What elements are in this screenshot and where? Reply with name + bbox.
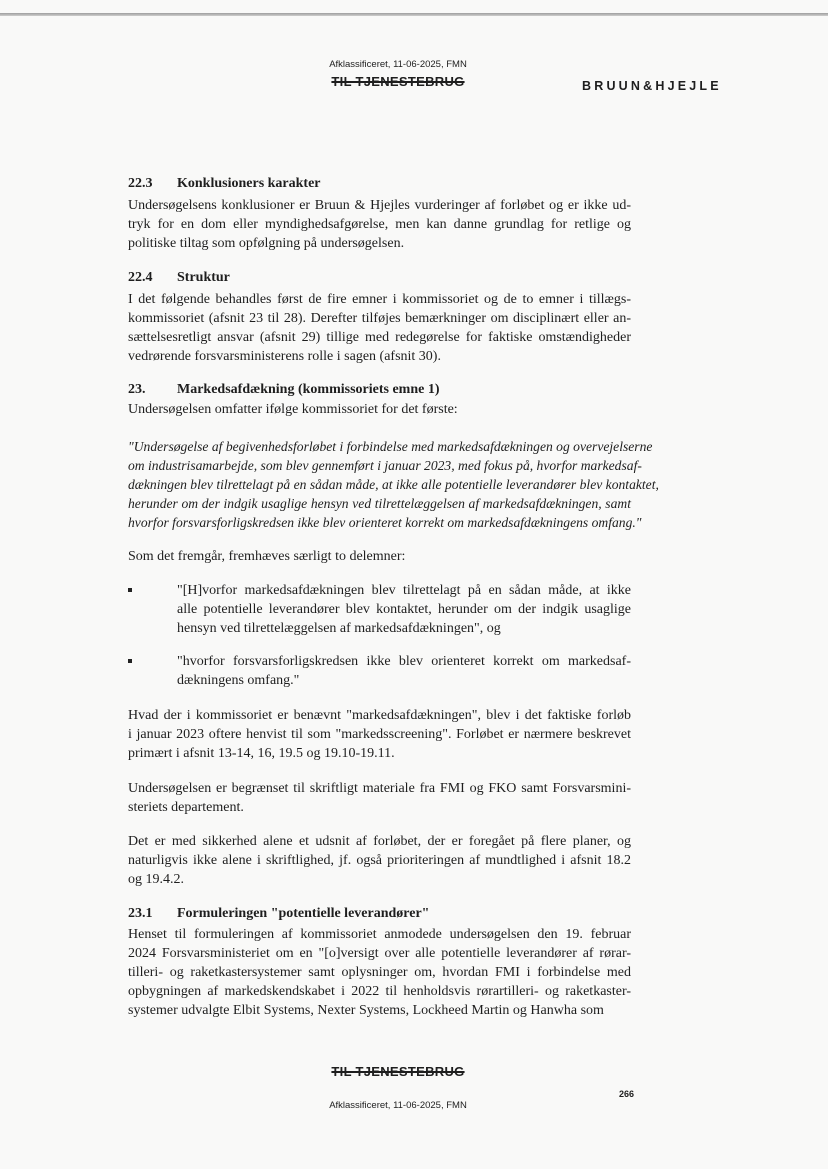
text-line: steriets departement. — [128, 800, 244, 815]
text-line: hvorfor forsvarsforligskredsen ikke blev orienteret korrekt om markedsafdækningens omfang." — [128, 515, 642, 530]
text-line: opbygningen af markedskendskabet i 2022 til henholdsvis rørartilleri- og raketkaster- — [128, 984, 631, 999]
bullet-icon — [128, 588, 132, 592]
text-line: tilleri- og raketkastersystemer samt oplysninger om, hvordan FMI i forbindelse med — [128, 965, 631, 980]
section-title: Struktur — [177, 270, 230, 285]
paragraph-terms — [128, 706, 631, 763]
section-title: Konklusioners karakter — [177, 176, 321, 191]
text-line: dækningens omfang." — [177, 673, 300, 688]
text-line: "hvorfor forsvarsforligskredsen ikke blev orienteret korrekt om markedsaf- — [177, 654, 631, 669]
text-line: Som det fremgår, fremhæves særligt to delemner: — [128, 549, 406, 564]
section-number: 22.3 — [128, 176, 153, 191]
text-line: naturligvis ikke alene i skriftlighed, jf. også prioriteringen af mundtlighed i afsnit 18.2 — [128, 853, 631, 868]
text-line: tryk for en dom eller myndighedsafgørelse, men kan danne grundlag for retlige og — [128, 217, 631, 232]
section-number: 22.4 — [128, 270, 153, 285]
text-line: systemer udvalgte Elbit Systems, Nexter Systems, Lockheed Martin og Hanwha som — [128, 1003, 604, 1018]
text-line: "[H]vorfor markedsafdækningen blev tilrettelagt på en sådan måde, at ikke — [177, 583, 631, 598]
declassified-stamp-top: Afklassificeret, 11-06-2025, FMN — [329, 59, 467, 70]
text-line: alle potentielle leverandører blev kontaktet, herunder om der indgik usaglige — [177, 602, 631, 617]
heading-22-4 — [128, 268, 230, 287]
text-line: Hvad der i kommissoriet er benævnt "markedsafdækningen", blev i det faktiske forløb — [128, 708, 631, 723]
text-line: hensyn ved tilrettelæggelsen af markedsafdækningen", og — [177, 621, 501, 636]
paragraph-structure — [128, 290, 631, 366]
paragraph-emphasis — [128, 547, 631, 566]
bullet-text — [177, 581, 631, 638]
paragraph-conclusions — [128, 196, 631, 253]
text-line: sættelsesretligt ansvar (afsnit 29) tillige med redegørelse for faktiske omstændigheder — [128, 330, 631, 345]
bullet-text — [177, 652, 631, 690]
text-line: Det er med sikkerhed alene et udsnit af forløbet, der er foregået på flere planer, og — [128, 834, 631, 849]
heading-23-1 — [128, 904, 429, 923]
heading-22-3 — [128, 174, 321, 193]
page-number: 266 — [619, 1089, 635, 1099]
scan-edge — [0, 13, 828, 16]
text-line: 2024 Forsvarsministeriet om en "[o]versigt over alle potentielle leverandører af rørar- — [128, 946, 631, 961]
section-number: 23. — [128, 382, 146, 397]
commission-quote — [128, 437, 659, 532]
heading-23 — [128, 380, 440, 399]
firm-logo: BRUUN&HJEJLE — [582, 79, 722, 93]
text-line: I det følgende behandles først de fire emner i kommissoriet og de to emner i tillægs- — [128, 292, 631, 307]
text-line: Undersøgelsen er begrænset til skriftligt materiale fra FMI og FKO samt Forsvarsmini- — [128, 781, 631, 796]
text-line: Henset til formuleringen af kommissoriet anmodede undersøgelsen den 19. februar — [128, 927, 631, 942]
text-line: dækningen blev tilrettelagt på en sådan måde, at ikke alle potentielle leverandører blev kontaktet, — [128, 477, 659, 492]
paragraph-excerpt — [128, 832, 631, 889]
text-line: Undersøgelsens konklusioner er Bruun & Hjejles vurderinger af forløbet og er ikke ud- — [128, 198, 631, 213]
classification-footer: TIL TJENESTEBRUG — [331, 1064, 465, 1079]
text-line: "Undersøgelse af begivenhedsforløbet i forbindelse med markedsafdækningen og overvejelserne — [128, 439, 653, 454]
classification-header: TIL TJENESTEBRUG — [331, 74, 465, 89]
text-line: vedrørende forsvarsministerens rolle i sagen (afsnit 30). — [128, 349, 441, 364]
bullet-icon — [128, 659, 132, 663]
text-line: herunder om der indgik usaglige hensyn ved tilrettelæggelsen af markedsafdækningen, samt — [128, 496, 631, 511]
text-line: Undersøgelsen omfatter ifølge kommissoriet for det første: — [128, 402, 458, 417]
declassified-stamp-bottom: Afklassificeret, 11-06-2025, FMN — [329, 1100, 467, 1111]
section-title: Formuleringen "potentielle leverandører" — [177, 906, 430, 921]
text-line: kommissoriet (afsnit 23 til 28). Derefter tilføjes bemærkninger om disciplinært eller an- — [128, 311, 631, 326]
paragraph-intro — [128, 400, 631, 419]
paragraph-suppliers — [128, 925, 631, 1020]
text-line: politiske tiltag som opfølgning på undersøgelsen. — [128, 236, 405, 251]
text-line: primært i afsnit 13-14, 16, 19.5 og 19.10-19.11. — [128, 746, 395, 761]
section-title: Markedsafdækning (kommissoriets emne 1) — [177, 382, 440, 397]
text-line: og 19.4.2. — [128, 872, 184, 887]
section-number: 23.1 — [128, 906, 153, 921]
text-line: i januar 2023 oftere henvist til som "markedsscreening". Forløbet er nærmere beskrevet — [128, 727, 631, 742]
text-line: om industrisamarbejde, som blev gennemført i januar 2023, med fokus på, hvorfor markedsaf- — [128, 458, 642, 473]
paragraph-scope — [128, 779, 631, 817]
